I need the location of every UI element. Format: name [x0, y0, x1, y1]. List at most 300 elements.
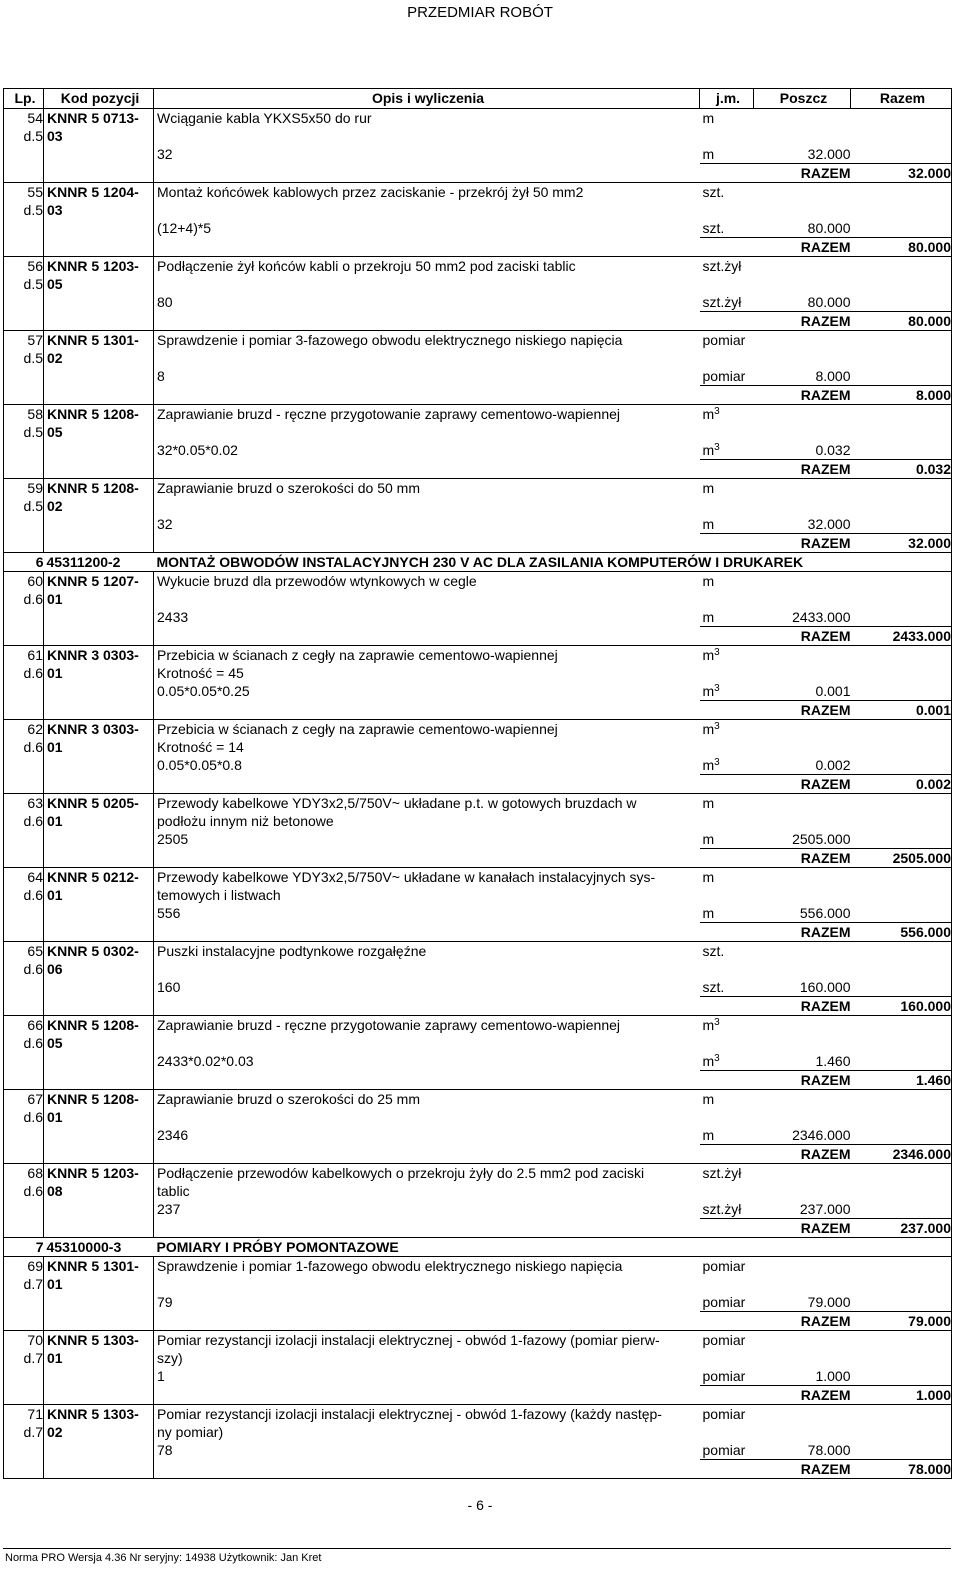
razem-empty: [851, 682, 952, 701]
position-row: [4, 109, 952, 146]
unit-text: pomiar: [702, 1442, 746, 1458]
razem-label: RAZEM: [754, 1071, 851, 1090]
calculation-value: 79.000: [807, 1294, 851, 1310]
calculation-row: [4, 441, 952, 460]
code-main: KNNR 5 0302-: [47, 943, 139, 959]
code-main: KNNR 3 0303-: [47, 721, 139, 737]
lp-number: 60: [27, 573, 43, 589]
description-line: Montaż końcówek kablowych przez zaciskanie - przekrój żył 50 mm2: [157, 184, 584, 200]
section-name: MONTAŻ OBWODÓW INSTALACYJNYCH 230 V AC DLA ZASILANIA KOMPUTERÓW I DRUKAREK: [154, 553, 952, 572]
razem-empty: [851, 1257, 952, 1294]
position-lp: [4, 109, 44, 146]
position-lp: [4, 794, 44, 831]
poszcz-empty: [754, 794, 851, 831]
lp-empty: [4, 312, 44, 331]
razem-empty: [851, 1405, 952, 1442]
razem-row: [4, 849, 952, 868]
code-empty: [44, 1219, 154, 1238]
lp-empty: [4, 1293, 44, 1312]
unit-text: m: [702, 905, 715, 921]
code-empty: [44, 682, 154, 701]
razem-empty: [851, 646, 952, 683]
lp-number: 64: [27, 869, 43, 885]
poszcz-empty: [754, 1164, 851, 1201]
position-code: [44, 572, 154, 609]
razem-value: 0.002: [851, 775, 952, 794]
calculation-value: 1.460: [815, 1053, 851, 1069]
position-code: [44, 1331, 154, 1368]
unit-text: pomiar: [702, 1368, 746, 1384]
lp-empty: [4, 1219, 44, 1238]
calculation-unit: [700, 1200, 754, 1219]
position-unit: [700, 646, 754, 683]
unit-text: m: [702, 795, 715, 811]
lp-empty: [4, 515, 44, 534]
calculation-value: 2505.000: [792, 831, 851, 847]
position-lp: [4, 1164, 44, 1201]
poszcz-empty: [754, 109, 851, 146]
unit-text: m: [702, 1091, 715, 1107]
code-empty: [44, 849, 154, 868]
description-line: Pomiar rezystancji izolacji instalacji elektrycznej - obwód 1-fazowy (pomiar pierw-: [157, 1332, 660, 1348]
description-empty: [154, 849, 700, 868]
description-empty: [154, 312, 700, 331]
poszcz-empty: [754, 646, 851, 683]
position-row: [4, 646, 952, 683]
description-empty: [154, 1386, 700, 1405]
razem-empty: [851, 1016, 952, 1053]
poszcz-empty: [754, 1016, 851, 1053]
razem-label: RAZEM: [754, 238, 851, 257]
calculation-unit: [700, 219, 754, 238]
calculation-formula: 2346: [154, 1126, 700, 1145]
jm-empty: [700, 627, 754, 646]
lp-number: 66: [27, 1017, 43, 1033]
unit-exponent: 3: [714, 757, 720, 768]
code-variant: 03: [47, 128, 63, 144]
lp-number: 70: [27, 1332, 43, 1348]
position-code: [44, 1090, 154, 1127]
calculation-value: 80.000: [807, 220, 851, 236]
razem-value: 160.000: [851, 997, 952, 1016]
unit-text: m: [702, 442, 715, 458]
calculation-row: [4, 219, 952, 238]
description-line: Puszki instalacyjne podtynkowe rozgałęźne: [157, 943, 427, 959]
unit-text: pomiar: [702, 1258, 746, 1274]
unit-text: pomiar: [702, 332, 746, 348]
description-line-2: temowych i listwach: [157, 887, 281, 903]
razem-row: [4, 1386, 952, 1405]
unit-text: m: [702, 1053, 715, 1069]
code-empty: [44, 386, 154, 405]
position-row: [4, 1090, 952, 1127]
description-line: Wciąganie kabla YKXS5x50 do rur: [157, 110, 372, 126]
description-line-2: szy): [157, 1350, 183, 1366]
lp-empty: [4, 997, 44, 1016]
razem-value: 0.032: [851, 460, 952, 479]
razem-row: [4, 1219, 952, 1238]
description-line: Sprawdzenie i pomiar 1-fazowego obwodu elektrycznego niskiego napięcia: [157, 1258, 623, 1274]
calculation-row: [4, 293, 952, 312]
cost-estimate-table: [3, 88, 952, 1479]
position-lp: [4, 331, 44, 368]
jm-empty: [700, 534, 754, 553]
jm-empty: [700, 701, 754, 720]
position-lp: [4, 257, 44, 294]
unit-text: m: [702, 1127, 715, 1143]
lp-chapter: d.6: [23, 1183, 43, 1199]
unit-text: pomiar: [702, 1294, 746, 1310]
razem-row: [4, 386, 952, 405]
poszcz-empty: [754, 331, 851, 368]
calculation-unit: [700, 682, 754, 701]
description-line: Sprawdzenie i pomiar 3-fazowego obwodu elektrycznego niskiego napięcia: [157, 332, 623, 348]
lp-chapter: d.7: [23, 1276, 43, 1292]
razem-empty: [851, 756, 952, 775]
unit-text: m: [702, 683, 715, 699]
position-code: [44, 331, 154, 368]
calculation-formula: 160: [154, 978, 700, 997]
table-body: [4, 109, 952, 1479]
razem-label: RAZEM: [754, 386, 851, 405]
unit-exponent: 3: [714, 721, 720, 732]
position-description: [154, 405, 700, 442]
position-description: [154, 646, 700, 683]
unit-text: m: [702, 480, 715, 496]
razem-row: [4, 312, 952, 331]
calculation-value: 160.000: [799, 979, 851, 995]
calculation-unit: [700, 978, 754, 997]
calculation-value: 0.001: [815, 683, 851, 699]
razem-empty: [851, 1293, 952, 1312]
calculation-formula: 32: [154, 145, 700, 164]
code-empty: [44, 627, 154, 646]
calculation-unit: [700, 1126, 754, 1145]
unit-text: szt.: [702, 979, 725, 995]
razem-label: RAZEM: [754, 849, 851, 868]
code-variant: 01: [47, 591, 63, 607]
lp-empty: [4, 367, 44, 386]
description-empty: [154, 386, 700, 405]
razem-empty: [851, 1367, 952, 1386]
lp-number: 59: [27, 480, 43, 496]
lp-empty: [4, 1441, 44, 1460]
section-number: 7: [4, 1238, 44, 1257]
document-title: PRZEDMIAR ROBÓT: [407, 4, 553, 21]
poszcz-empty: [754, 1331, 851, 1368]
lp-empty: [4, 1145, 44, 1164]
calculation-formula: 79: [154, 1293, 700, 1312]
position-code: [44, 1016, 154, 1053]
razem-empty: [851, 109, 952, 146]
lp-chapter: d.6: [23, 1109, 43, 1125]
lp-number: 69: [27, 1258, 43, 1274]
unit-text: m: [702, 647, 715, 663]
razem-empty: [851, 978, 952, 997]
unit-text: szt.żył: [702, 294, 742, 310]
description-line: Przebicia w ścianach z cegły na zaprawie cementowo-wapiennej: [157, 721, 558, 737]
calculation-value: 2433.000: [792, 609, 851, 625]
unit-text: m: [702, 146, 715, 162]
code-variant: 05: [47, 424, 63, 440]
code-variant: 01: [47, 739, 63, 755]
razem-empty: [851, 608, 952, 627]
razem-row: [4, 923, 952, 942]
code-empty: [44, 775, 154, 794]
section-row: [4, 1238, 952, 1257]
position-unit: [700, 1405, 754, 1442]
code-variant: 01: [47, 1109, 63, 1125]
description-line: Wykucie bruzd dla przewodów wtynkowych w cegle: [157, 573, 477, 589]
code-main: KNNR 3 0303-: [47, 647, 139, 663]
calculation-row: [4, 1441, 952, 1460]
code-empty: [44, 1052, 154, 1071]
position-code: [44, 479, 154, 516]
unit-exponent: 3: [714, 683, 720, 694]
razem-label: RAZEM: [754, 460, 851, 479]
code-empty: [44, 1367, 154, 1386]
position-code: [44, 1257, 154, 1294]
unit-exponent: 3: [714, 1017, 720, 1028]
razem-row: [4, 775, 952, 794]
position-row: [4, 572, 952, 609]
col-header-kod: Kod pozycji: [44, 89, 154, 109]
razem-value: 8.000: [851, 386, 952, 405]
calculation-row: [4, 515, 952, 534]
code-variant: 02: [47, 498, 63, 514]
code-main: KNNR 5 1303-: [47, 1332, 139, 1348]
calculation-value: 237.000: [799, 1201, 851, 1217]
code-empty: [44, 460, 154, 479]
unit-text: m: [702, 516, 715, 532]
code-variant: 01: [47, 887, 63, 903]
jm-empty: [700, 1219, 754, 1238]
unit-text: m: [702, 609, 715, 625]
table-header: [4, 89, 952, 109]
position-row: [4, 479, 952, 516]
code-empty: [44, 219, 154, 238]
position-unit: [700, 1164, 754, 1201]
description-line: Zaprawianie bruzd o szerokości do 50 mm: [157, 480, 421, 496]
code-variant: 03: [47, 202, 63, 218]
code-empty: [44, 515, 154, 534]
code-empty: [44, 701, 154, 720]
code-empty: [44, 1126, 154, 1145]
position-lp: [4, 183, 44, 220]
razem-value: 1.460: [851, 1071, 952, 1090]
description-line: Zaprawianie bruzd - ręczne przygotowanie zaprawy cementowo-wapiennej: [157, 406, 621, 422]
code-empty: [44, 1293, 154, 1312]
description-empty: [154, 164, 700, 183]
description-empty: [154, 997, 700, 1016]
code-main: KNNR 5 1301-: [47, 332, 139, 348]
footer-info: Norma PRO Wersja 4.36 Nr seryjny: 14938 Użytkownik: Jan Kret: [5, 1552, 322, 1564]
position-lp: [4, 1257, 44, 1294]
code-empty: [44, 830, 154, 849]
lp-chapter: d.7: [23, 1350, 43, 1366]
position-code: [44, 942, 154, 979]
calculation-unit: [700, 1293, 754, 1312]
lp-empty: [4, 164, 44, 183]
description-line: Przewody kabelkowe YDY3x2,5/750V~ układane w kanałach instalacyjnych sys-: [157, 869, 656, 885]
description-empty: [154, 775, 700, 794]
razem-empty: [851, 331, 952, 368]
section-code: 45311200-2: [44, 553, 154, 572]
lp-chapter: d.6: [23, 739, 43, 755]
razem-empty: [851, 367, 952, 386]
position-unit: [700, 1016, 754, 1053]
razem-value: 32.000: [851, 534, 952, 553]
calculation-formula: 1: [154, 1367, 700, 1386]
position-code: [44, 405, 154, 442]
position-unit: [700, 405, 754, 442]
position-description: [154, 1164, 700, 1201]
calculation-unit: [700, 367, 754, 386]
lp-empty: [4, 608, 44, 627]
poszcz-empty: [754, 942, 851, 979]
position-description: [154, 331, 700, 368]
position-row: [4, 794, 952, 831]
jm-empty: [700, 775, 754, 794]
unit-text: szt.: [702, 943, 725, 959]
lp-number: 67: [27, 1091, 43, 1107]
position-unit: [700, 479, 754, 516]
position-description: [154, 720, 700, 757]
calculation-unit: [700, 608, 754, 627]
jm-empty: [700, 164, 754, 183]
razem-empty: [851, 1441, 952, 1460]
calculation-row: [4, 1293, 952, 1312]
code-variant: 06: [47, 961, 63, 977]
description-line: Podłączenie przewodów kabelkowych o przekroju żyły do 2.5 mm2 pod zaciski: [157, 1165, 645, 1181]
jm-empty: [700, 238, 754, 257]
razem-label: RAZEM: [754, 534, 851, 553]
lp-empty: [4, 1200, 44, 1219]
position-code: [44, 1164, 154, 1201]
razem-empty: [851, 942, 952, 979]
razem-label: RAZEM: [754, 1386, 851, 1405]
description-empty: [154, 534, 700, 553]
calculation-unit: [700, 1367, 754, 1386]
position-lp: [4, 572, 44, 609]
lp-number: 56: [27, 258, 43, 274]
razem-empty: [851, 868, 952, 905]
calculation-formula: 80: [154, 293, 700, 312]
position-code: [44, 183, 154, 220]
position-description: [154, 1331, 700, 1368]
jm-empty: [700, 1071, 754, 1090]
jm-empty: [700, 460, 754, 479]
poszcz-empty: [754, 720, 851, 757]
position-code: [44, 868, 154, 905]
lp-empty: [4, 386, 44, 405]
razem-empty: [851, 183, 952, 220]
razem-label: RAZEM: [754, 627, 851, 646]
lp-chapter: d.6: [23, 1035, 43, 1051]
calculation-row: [4, 904, 952, 923]
position-row: [4, 183, 952, 220]
calculation-row: [4, 756, 952, 775]
lp-number: 65: [27, 943, 43, 959]
lp-number: 68: [27, 1165, 43, 1181]
position-description: [154, 868, 700, 905]
code-variant: 01: [47, 1350, 63, 1366]
calculation-row: [4, 682, 952, 701]
lp-empty: [4, 1367, 44, 1386]
razem-value: 80.000: [851, 238, 952, 257]
position-description: [154, 1257, 700, 1294]
code-main: KNNR 5 0713-: [47, 110, 139, 126]
lp-chapter: d.6: [23, 961, 43, 977]
razem-row: [4, 460, 952, 479]
calculation-unit: [700, 756, 754, 775]
code-main: KNNR 5 1208-: [47, 1091, 139, 1107]
code-main: KNNR 5 1208-: [47, 480, 139, 496]
col-header-jm: j.m.: [700, 89, 754, 109]
code-empty: [44, 164, 154, 183]
position-lp: [4, 1331, 44, 1368]
razem-empty: [851, 1331, 952, 1368]
description-line-2: Krotność = 14: [157, 739, 244, 755]
description-line: Podłączenie żył końców kabli o przekroju 50 mm2 pod zaciski tablic: [157, 258, 576, 274]
position-unit: [700, 1331, 754, 1368]
calculation-unit: [700, 293, 754, 312]
position-row: [4, 1016, 952, 1053]
position-description: [154, 479, 700, 516]
calculation-row: [4, 978, 952, 997]
lp-empty: [4, 775, 44, 794]
position-description: [154, 109, 700, 146]
jm-empty: [700, 312, 754, 331]
poszcz-empty: [754, 1090, 851, 1127]
col-header-razem: Razem: [851, 89, 952, 109]
razem-empty: [851, 145, 952, 164]
calculation-row: [4, 608, 952, 627]
code-empty: [44, 1145, 154, 1164]
razem-row: [4, 627, 952, 646]
unit-text: m: [702, 757, 715, 773]
position-row: [4, 1164, 952, 1201]
calculation-formula: 0.05*0.05*0.8: [154, 756, 700, 775]
calculation-value: 8.000: [815, 368, 851, 384]
unit-text: m: [702, 831, 715, 847]
poszcz-empty: [754, 183, 851, 220]
code-main: KNNR 5 0212-: [47, 869, 139, 885]
calculation-formula: 8: [154, 367, 700, 386]
position-lp: [4, 1016, 44, 1053]
unit-text: m: [702, 1017, 715, 1033]
lp-empty: [4, 1386, 44, 1405]
unit-exponent: 3: [714, 442, 720, 453]
lp-empty: [4, 849, 44, 868]
jm-empty: [700, 1460, 754, 1479]
lp-empty: [4, 923, 44, 942]
razem-empty: [851, 515, 952, 534]
description-line: Zaprawianie bruzd o szerokości do 25 mm: [157, 1091, 421, 1107]
position-row: [4, 405, 952, 442]
lp-chapter: d.7: [23, 1424, 43, 1440]
position-description: [154, 794, 700, 831]
razem-value: 237.000: [851, 1219, 952, 1238]
razem-value: 1.000: [851, 1386, 952, 1405]
calculation-row: [4, 1200, 952, 1219]
description-line-2: tablic: [157, 1183, 190, 1199]
description-line: Pomiar rezystancji izolacji instalacji elektrycznej - obwód 1-fazowy (każdy następ-: [157, 1406, 662, 1422]
position-unit: [700, 183, 754, 220]
razem-value: 78.000: [851, 1460, 952, 1479]
description-line: Przewody kabelkowe YDY3x2,5/750V~ układane p.t. w gotowych bruzdach w: [157, 795, 637, 811]
razem-empty: [851, 293, 952, 312]
